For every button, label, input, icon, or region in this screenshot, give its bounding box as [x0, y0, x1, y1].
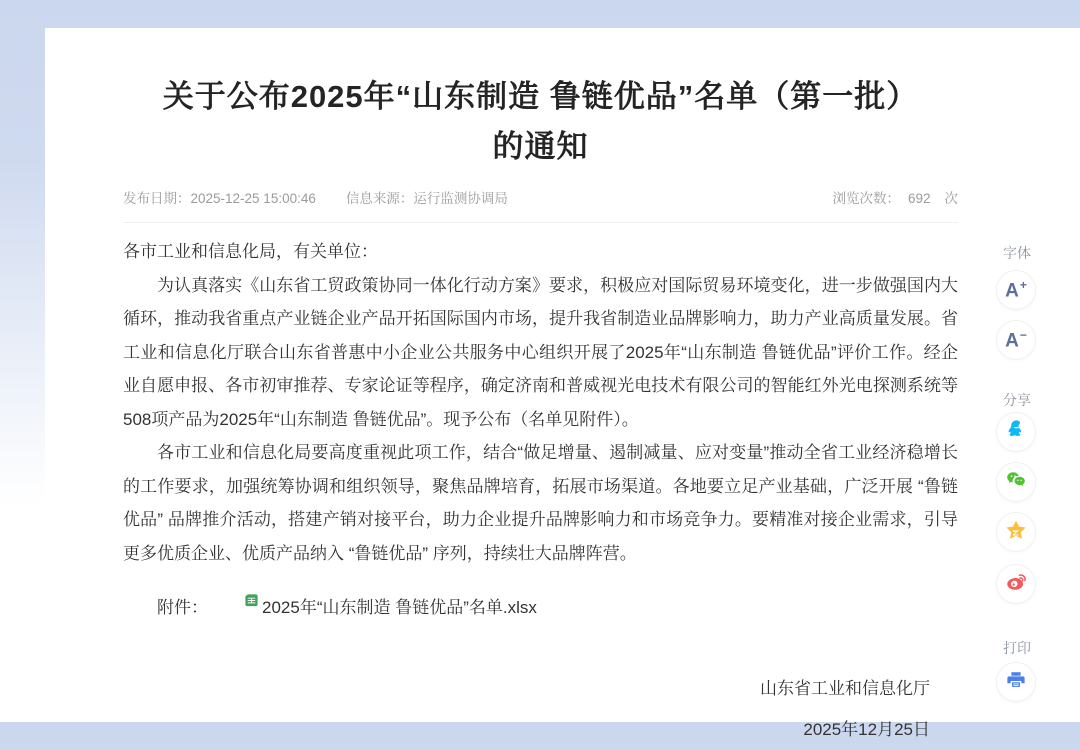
- info-source-label: 信息来源：: [345, 191, 414, 206]
- share-weibo-button[interactable]: [996, 564, 1036, 604]
- info-source-value: 运行监测协调局: [413, 191, 508, 206]
- share-wechat-button[interactable]: [996, 462, 1036, 502]
- view-count-value: 692: [907, 191, 931, 206]
- view-count-unit: 次: [944, 191, 958, 206]
- share-qzone-button[interactable]: [996, 512, 1036, 552]
- paragraph-1: 为认真落实《山东省工贸政策协同一体化行动方案》要求，积极应对国际贸易环境变化，进一步做强国内大循环，推动我省重点产业链企业产品开拓国际国内市场，提升我省制造业品牌影响力，助力产业高质量发展。省工业和信息化厅联合山东省普惠中小企业公共服务中心组织开展了2025年“山东制造 鲁链优品”评价工作。经企业自愿申报、各市初审推荐、专家论证等程序，确定济南和普威视光电技术有限公司的智能红外光电探测系统等508项产品为2025年“山东制造 鲁链优品”。现予公布（名单见附件）。: [123, 275, 958, 429]
- publish-date: [123, 187, 316, 207]
- meta-left: [123, 187, 508, 207]
- page-title: [123, 72, 958, 172]
- signature-date: 2025年12月25日: [803, 720, 930, 739]
- attachment-link[interactable]: 2025年“山东制造 鲁链优品”名单.xlsx: [262, 598, 537, 617]
- article-card: [45, 28, 1080, 739]
- attachment-label: 附件：: [157, 598, 208, 617]
- info-source: [346, 187, 508, 207]
- print-label: 打印: [1003, 640, 1031, 656]
- publish-date-value: 2025-12-25 15:00:46: [190, 191, 316, 206]
- share-label: 分享: [1003, 392, 1031, 408]
- weibo-icon: [1004, 569, 1029, 599]
- paragraph-2: 各市工业和信息化局要高度重视此项工作，结合“做足增量、遏制减量、应对变量”推动全省工业经济稳增长的工作要求，加强统筹协调和组织领导，聚焦品牌培育，拓展市场渠道。各地要立足产业基础，广泛开展 “鲁链优品” 品牌推介活动，搭建产销对接平台，助力企业提升品牌影响力和市场竞争力。要精准对接企业需求，引导更多优质企业、优质产品纳入 “鲁链优品” 序列，持续壮大品牌阵营。: [123, 443, 958, 563]
- font-size-label: 字体: [1003, 245, 1031, 261]
- view-count: [832, 187, 958, 207]
- salutation: 各市工业和信息化局，有关单位：: [123, 242, 378, 261]
- page-title-line-1: 关于公布2025年“山东制造 鲁链优品”名单（第一批）: [162, 79, 919, 114]
- signature-block: [123, 668, 958, 750]
- meta-bar: [123, 187, 958, 223]
- excel-file-icon: [210, 586, 259, 619]
- font-decrease-button[interactable]: [996, 320, 1036, 360]
- share-qq-button[interactable]: [996, 412, 1036, 452]
- article-body: [123, 235, 958, 570]
- page-title-line-2: 的通知: [492, 129, 589, 164]
- print-button[interactable]: [996, 662, 1036, 702]
- printer-icon: [1005, 669, 1027, 696]
- qq-icon: [1005, 418, 1028, 446]
- attachment-row: [123, 586, 958, 624]
- tool-rail: [993, 243, 1039, 702]
- article-content: [123, 72, 958, 750]
- font-increase-button[interactable]: [996, 270, 1036, 310]
- publish-date-label: 发布日期：: [123, 191, 191, 206]
- qzone-icon: [1004, 518, 1028, 547]
- view-count-label: 浏览次数：: [832, 191, 900, 206]
- font-decrease-glyph: A−: [1005, 328, 1027, 352]
- wechat-icon: [1004, 468, 1028, 497]
- font-increase-glyph: A+: [1005, 278, 1027, 302]
- signature-org: 山东省工业和信息化厅: [760, 679, 930, 698]
